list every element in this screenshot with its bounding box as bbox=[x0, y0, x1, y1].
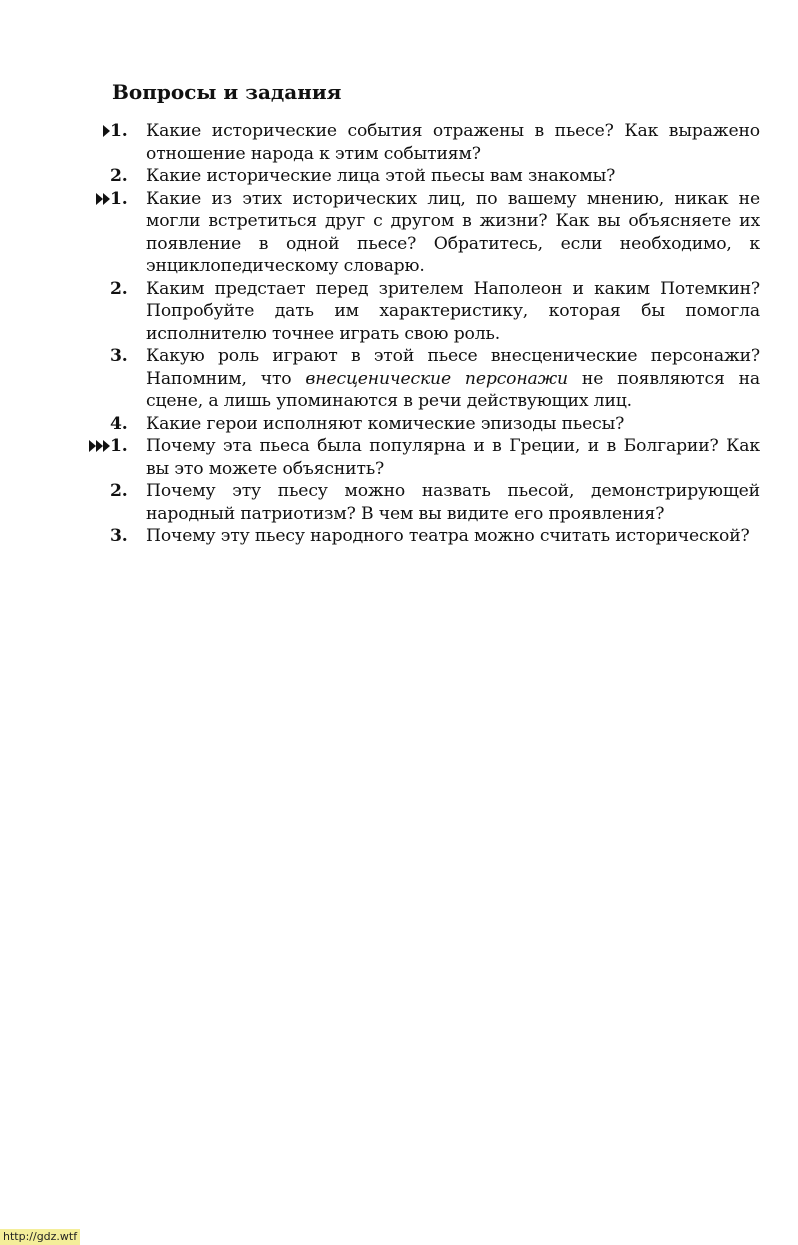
question-text: Почему эта пьеса была популярна и в Греции, и в Болгарии? Как вы это можете объяснить? bbox=[146, 436, 760, 479]
question-item bbox=[0, 165, 760, 188]
question-number: 2. bbox=[110, 278, 128, 299]
question-item bbox=[0, 413, 760, 436]
double-arrow-right-icon bbox=[96, 193, 110, 205]
question-item bbox=[0, 345, 760, 413]
italic-term: внесценические персонажи bbox=[305, 368, 568, 389]
question-item bbox=[0, 120, 760, 165]
question-item bbox=[0, 525, 760, 548]
question-text-part: не появляются на сцене, а лишь упоминаются в речи действующих лиц. bbox=[146, 368, 760, 411]
question-number: 3. bbox=[110, 526, 128, 546]
question-text: Почему эту пьесу можно назвать пьесой, демонстрирующей народный патриотизм? В чем вы видите его проявления? bbox=[146, 481, 760, 524]
question-number: 2. bbox=[110, 481, 128, 501]
question-number: 1. bbox=[110, 436, 128, 456]
question-text: Какие герои исполняют комические эпизоды пьесы? bbox=[146, 413, 625, 434]
question-text-part: Какую роль играют в этой пьесе внесценические персонажи? Напомним, что bbox=[146, 346, 760, 389]
question-item bbox=[0, 188, 760, 278]
difficulty-marker-2 bbox=[86, 193, 110, 207]
question-number: 4. bbox=[110, 413, 128, 434]
arrow-right-icon bbox=[103, 125, 110, 137]
question-text: Каким предстает перед зрителем Наполеон и каким Потемкин? Попробуйте дать им характеристику, которая бы помогла исполнителю точнее играть свою роль. bbox=[146, 278, 760, 344]
question-number: 1. bbox=[110, 121, 128, 141]
question-item bbox=[0, 278, 760, 346]
question-text bbox=[146, 346, 760, 411]
question-text: Почему эту пьесу народного театра можно считать исторической? bbox=[146, 526, 750, 546]
question-text: Какие из этих исторических лиц, по вашему мнению, никак не могли встретиться друг с другом в жизни? Как вы объясняете их появление в одной пьесе? Обратитесь, если необходимо, к энциклопедическому словарю. bbox=[146, 188, 760, 276]
section-heading: Вопросы и задания bbox=[112, 80, 342, 104]
question-text: Какие исторические события отражены в пьесе? Как выражено отношение народа к этим событиям? bbox=[146, 121, 760, 164]
question-text: Какие исторические лица этой пьесы вам знакомы? bbox=[146, 166, 616, 186]
difficulty-marker-3 bbox=[86, 440, 110, 454]
triple-arrow-right-icon bbox=[89, 440, 110, 452]
questions-list bbox=[0, 120, 798, 548]
question-number: 3. bbox=[110, 346, 128, 366]
question-item bbox=[0, 480, 760, 525]
question-number: 2. bbox=[110, 166, 128, 186]
source-link[interactable]: http://gdz.wtf bbox=[0, 1229, 80, 1245]
question-item bbox=[0, 435, 760, 480]
difficulty-marker-1 bbox=[86, 125, 110, 139]
question-number: 1. bbox=[110, 188, 128, 209]
